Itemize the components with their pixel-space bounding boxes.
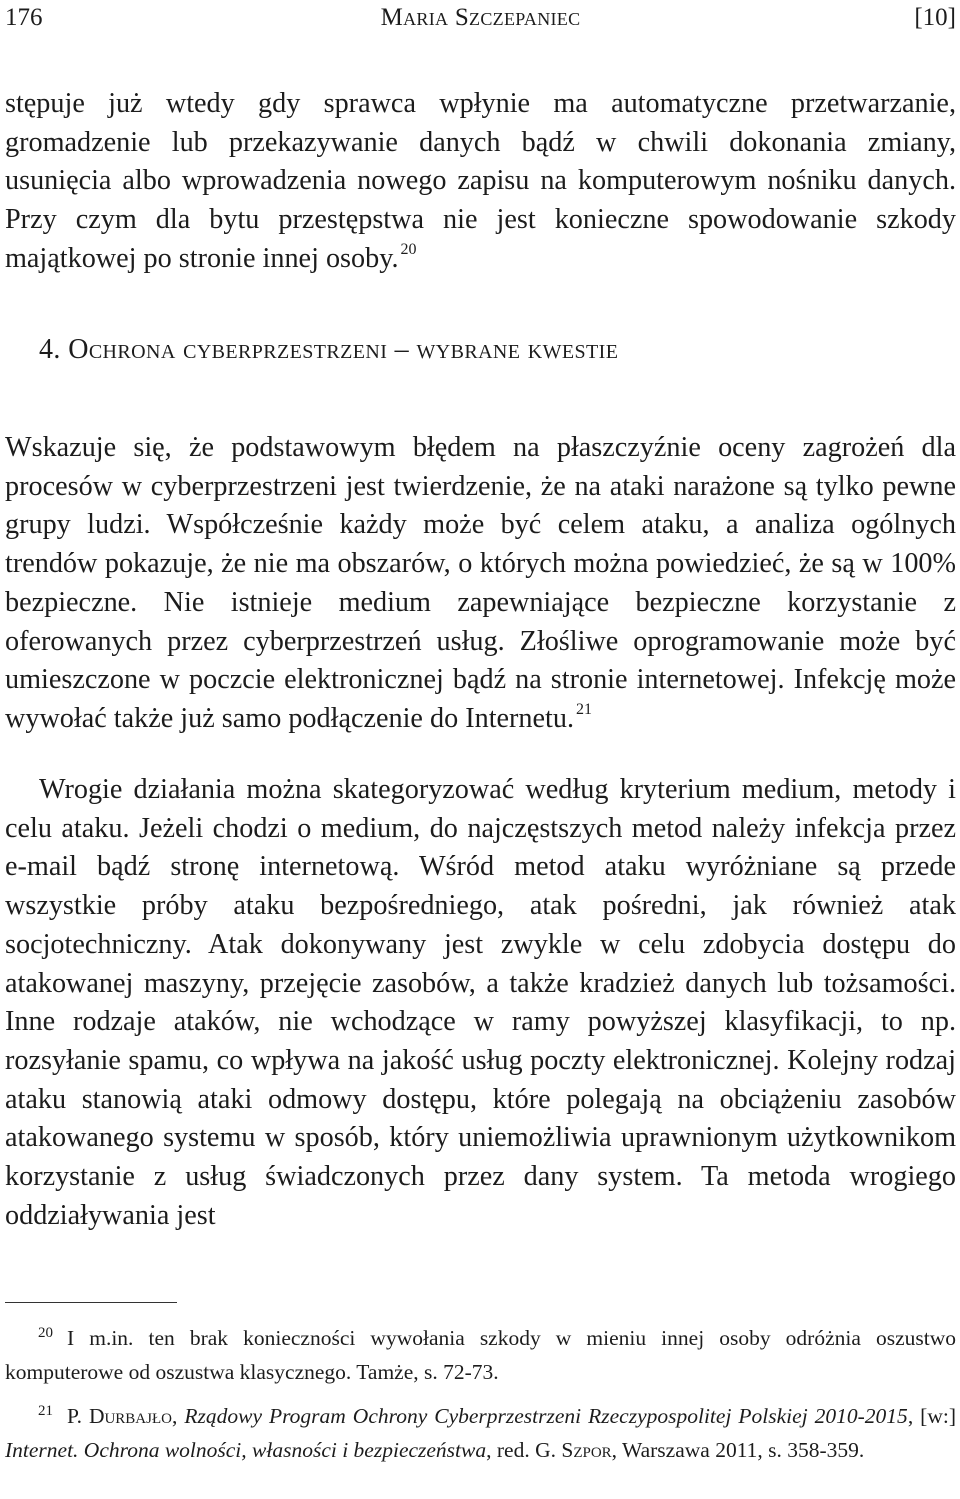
footnote-ref-20[interactable]: 20 (400, 240, 417, 258)
running-head-author: Maria Szczepaniec (380, 4, 581, 31)
section-heading: 4. Ochrona cyberprzestrzeni – wybrane kwestie (39, 334, 619, 365)
footnote-20 (5, 1322, 956, 1389)
citation-separator: , [w:] (907, 1404, 956, 1428)
footnote-number: 21 (38, 1403, 53, 1419)
citation-editor-name: Szpor (561, 1437, 612, 1462)
paragraph-text: stępuje już wtedy gdy sprawca wpłynie ma automatyczne przetwarzanie, gromadzenie lub przekazywanie danych bądź w chwili dokonania zmiany, usunięcia albo wprowadzenia nowego zapisu na komputerowym nośniku danych. Przy czym dla bytu przestępstwa nie jest konieczne spowodowanie szkody majątkowej po stronie innej osoby. (5, 88, 956, 274)
paragraph-continued (5, 85, 956, 279)
footnote-21 (5, 1400, 956, 1467)
paragraph-text: Wskazuje się, że podstawowym błędem na płaszczyźnie oceny zagrożeń dla procesów w cyberprzestrzeni jest twierdzenie, że na ataki narażone są tylko pewne grupy ludzi. Współcześnie każdy może być celem ataku, a analiza ogólnych trendów pokazuje, że nie ma obszarów, o których można powiedzieć, że są w 100% bezpieczne. Nie istnieje medium zapewniające bezpieczne korzystanie z oferowanych przez cyberprzestrzeń usług. Złośliwe oprogramowanie może być umieszczone w poczcie elektronicznej bądź na stronie internetowej. Infekcję może wywołać także już samo podłączenie do Internetu. (5, 432, 956, 734)
citation-title: Rządowy Program Ochrony Cyberprzestrzeni Rzeczypospolitej Polskiej 2010-2015 (184, 1404, 908, 1428)
citation-publication: , Warszawa 2011, s. 358-359. (611, 1437, 865, 1462)
footnote-separator (5, 1302, 177, 1303)
paragraph-intro (5, 429, 956, 739)
citation-book-title: Internet. Ochrona wolności, własności i bezpieczeństwa (5, 1437, 487, 1462)
citation-editor-prefix: , red. G. (486, 1437, 562, 1462)
running-header (5, 0, 956, 36)
article-number: [10] (914, 4, 956, 31)
footnote-text: I m.in. ten brak konieczności wywołania szkody w mieniu innej osoby odróżnia oszustwo komputerowe od oszustwa klasycznego. Tamże, s. 72-73. (5, 1326, 956, 1384)
citation-author-name: Durbajło (88, 1404, 172, 1428)
footnote-number: 20 (38, 1325, 53, 1341)
citation-author-initial: P. (67, 1404, 89, 1428)
footnote-ref-21[interactable]: 21 (576, 700, 592, 718)
citation-separator: , (171, 1404, 185, 1428)
page-number: 176 (5, 4, 43, 31)
paragraph-attack-types: Wrogie działania można skategoryzować według kryterium medium, metody i celu ataku. Jeżeli chodzi o medium, do najczęstszych metod należy infekcja przez e-mail bądź stronę internetową. Wśród metod ataku wyróżniane są przede wszystkie próby ataku bezpośredniego, atak pośredni, jak również atak socjotechniczny. Atak dokonywany jest zwykle w celu zdobycia dostępu do atakowanej maszyny, przejęcie zasobów, a także kradzież danych lub tożsamości. Inne rodzaje ataków, nie wchodzące w ramy powyższej klasyfikacji, to np. rozsyłanie spamu, co wpływa na jakość usług poczty elektronicznej. Kolejny rodzaj ataku stanowią ataki odmowy dostępu, które polegają na obciążeniu zasobów atakowanego systemu w sposób, który uniemożliwia uprawnionym użytkownikom korzystanie z usług świadczonych przez dany system. Ta metoda wrogiego oddziaływania jest (5, 774, 956, 1231)
